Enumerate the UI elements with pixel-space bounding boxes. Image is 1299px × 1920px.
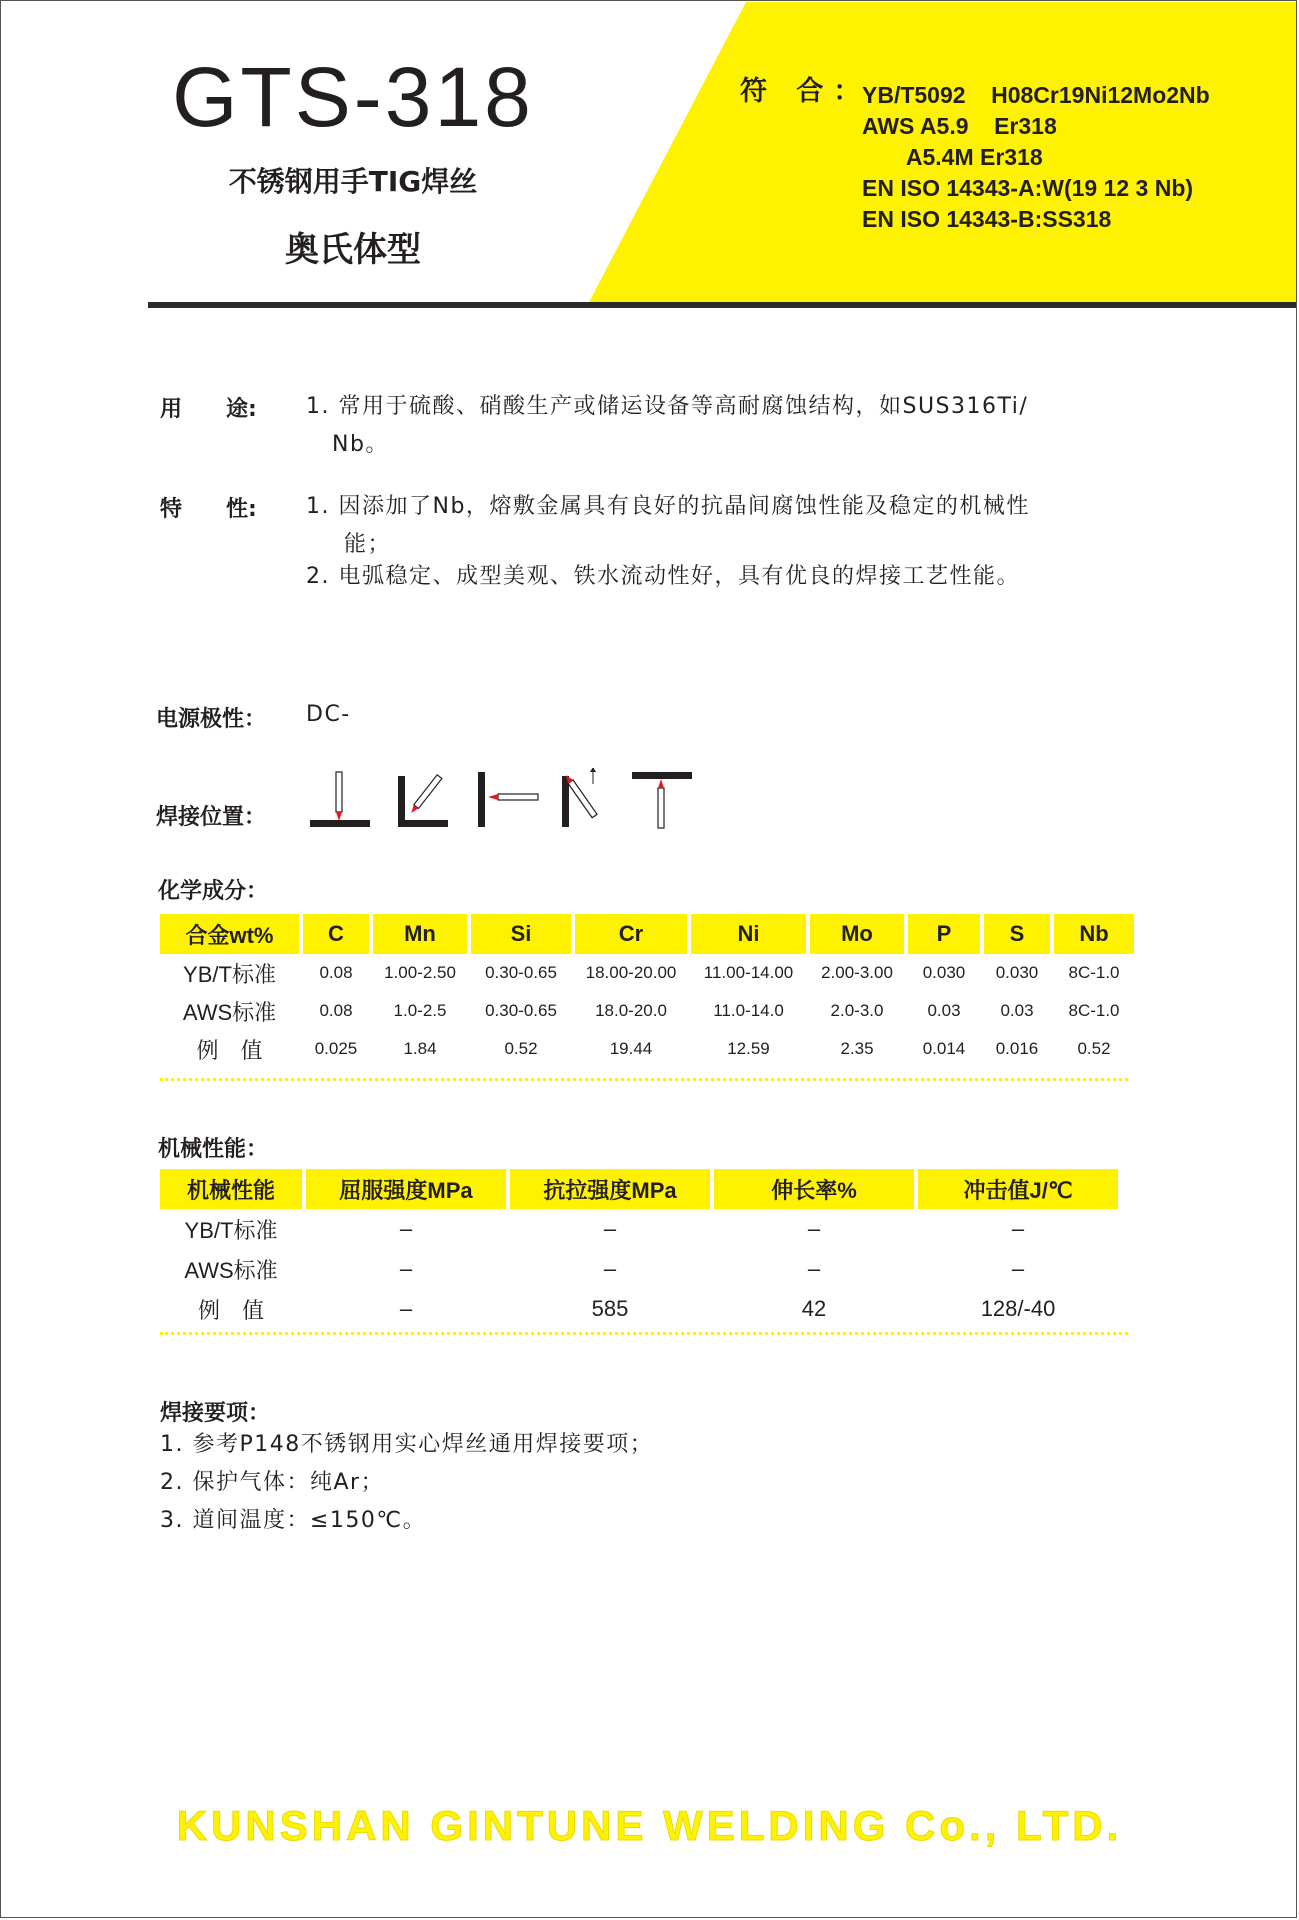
table-cell: 585 — [591, 1296, 629, 1321]
overhead-position-icon — [632, 772, 692, 828]
table-header: 抗拉强度MPa — [510, 1169, 710, 1209]
table-cell: 0.016 — [995, 1039, 1039, 1058]
usage-label: 用 途: — [160, 397, 257, 422]
table-header: 合金wt% — [160, 914, 299, 954]
table-header: Mo — [810, 914, 904, 954]
welding-note: 3. 道间温度：≤150℃。 — [160, 1508, 427, 1533]
mechanical-label: 机械性能： — [158, 1137, 269, 1162]
standard-line: AWS A5.9 Er318 — [862, 113, 1057, 139]
standards-label: 符 合： — [740, 76, 871, 107]
welding-note: 2. 保护气体：纯Ar； — [160, 1470, 385, 1495]
standard-line: EN ISO 14343-A:W(19 12 3 Nb) — [862, 175, 1194, 201]
table-cell: 1.00-2.50 — [384, 963, 456, 982]
table-cell: – — [399, 1256, 413, 1281]
table-header: S — [984, 914, 1050, 954]
standards-list — [862, 80, 1210, 235]
dotted-separator — [160, 1332, 1128, 1335]
welding-position-label: 焊接位置： — [156, 805, 267, 830]
table-row — [160, 954, 1134, 992]
table-cell: – — [399, 1296, 413, 1321]
table-row — [160, 1289, 1118, 1329]
table-header-row — [160, 1169, 1118, 1209]
standard-line: YB/T5092 H08Cr19Ni12Mo2Nb — [862, 82, 1210, 108]
welding-position-icons — [310, 768, 710, 834]
horizontal-position-icon — [478, 772, 538, 827]
table-cell: 18.00-20.00 — [585, 963, 677, 982]
table-row — [160, 1209, 1118, 1249]
table-cell: 0.52 — [504, 1039, 538, 1058]
header-divider — [148, 302, 1296, 308]
chemistry-label: 化学成分： — [158, 879, 269, 904]
welding-note: 1. 参考P148不锈钢用实心焊丝通用焊接要项； — [160, 1432, 654, 1457]
table-cell: 42 — [801, 1296, 827, 1321]
table-cell: 0.030 — [995, 963, 1039, 982]
table-cell: 0.52 — [1077, 1039, 1111, 1058]
table-cell: 0.30-0.65 — [485, 963, 557, 982]
table-cell: AWS标准 — [182, 999, 277, 1025]
vertical-up-icon — [562, 768, 597, 827]
table-header: Cr — [575, 914, 687, 954]
table-cell: YB/T标准 — [184, 1217, 278, 1243]
table-header: 冲击值J/℃ — [918, 1169, 1118, 1209]
chemistry-table — [156, 914, 1138, 1068]
table-header: 伸长率% — [714, 1169, 914, 1209]
table-cell: 8C-1.0 — [1068, 1001, 1120, 1020]
table-cell: AWS标准 — [184, 1257, 278, 1283]
table-cell: 2.00-3.00 — [821, 963, 893, 982]
flat-position-icon — [310, 772, 370, 827]
table-header: 机械性能 — [160, 1169, 302, 1209]
horizontal-fillet-icon — [398, 775, 448, 827]
table-cell: 0.08 — [319, 1001, 353, 1020]
table-cell: 11.0-14.0 — [713, 1001, 784, 1020]
table-header-row — [160, 914, 1134, 954]
table-cell: 1.0-2.5 — [393, 1001, 447, 1020]
mechanical-table — [156, 1169, 1122, 1329]
table-cell: 19.44 — [609, 1039, 653, 1058]
usage-line: 1. 常用于硫酸、硝酸生产或储运设备等高耐腐蚀结构，如SUS316Ti/ — [306, 394, 1029, 419]
table-cell: 例 值 — [197, 1297, 264, 1323]
table-row — [160, 1249, 1118, 1289]
features-line: 能； — [344, 532, 392, 557]
table-header: C — [303, 914, 369, 954]
features-label: 特 性: — [160, 497, 257, 522]
table-cell: 0.08 — [319, 963, 353, 982]
product-type: 奥氏体型 — [285, 230, 421, 270]
polarity-value: DC- — [306, 702, 351, 727]
table-cell: 12.59 — [727, 1039, 770, 1058]
dotted-separator — [160, 1078, 1128, 1081]
model-number: GTS-318 — [172, 50, 534, 144]
table-row — [160, 992, 1134, 1030]
table-header: 屈服强度MPa — [306, 1169, 506, 1209]
table-cell: 0.03 — [1000, 1001, 1034, 1020]
table-cell: 11.00-14.00 — [703, 963, 794, 982]
table-cell: 例 值 — [196, 1037, 263, 1063]
table-cell: – — [1011, 1216, 1025, 1241]
table-cell: 2.0-3.0 — [830, 1001, 884, 1020]
features-line: 1. 因添加了Nb，熔敷金属具有良好的抗晶间腐蚀性能及稳定的机械性 — [306, 494, 1030, 519]
table-cell: 0.014 — [922, 1039, 966, 1058]
table-cell: 2.35 — [840, 1039, 874, 1058]
company-name: KUNSHAN GINTUNE WELDING Co., LTD. — [176, 1802, 1123, 1849]
standard-line: EN ISO 14343-B:SS318 — [862, 206, 1112, 232]
polarity-label: 电源极性： — [156, 707, 267, 732]
table-cell: 1.84 — [403, 1039, 437, 1058]
table-cell: 128/-40 — [980, 1296, 1056, 1321]
table-cell: – — [603, 1256, 617, 1281]
table-cell: YB/T标准 — [183, 961, 276, 987]
standard-line: A5.4M Er318 — [862, 144, 1043, 170]
table-cell: 18.0-20.0 — [595, 1001, 667, 1020]
table-header: P — [908, 914, 980, 954]
table-cell: 8C-1.0 — [1068, 963, 1120, 982]
table-header: Mn — [373, 914, 467, 954]
table-cell: 0.030 — [922, 963, 966, 982]
table-header: Nb — [1054, 914, 1134, 954]
table-row — [160, 1030, 1134, 1068]
table-cell: 0.03 — [927, 1001, 961, 1020]
table-cell: – — [807, 1216, 821, 1241]
table-cell: 0.025 — [314, 1039, 358, 1058]
features-line: 2. 电弧稳定、成型美观、铁水流动性好，具有优良的焊接工艺性能。 — [306, 564, 1020, 589]
welding-notes-label: 焊接要项： — [160, 1401, 271, 1426]
table-header: Ni — [691, 914, 806, 954]
table-header: Si — [471, 914, 571, 954]
product-subtitle: 不锈钢用手TIG焊丝 — [228, 165, 478, 198]
table-cell: – — [807, 1256, 821, 1281]
usage-line: Nb。 — [332, 432, 389, 457]
table-cell: – — [603, 1216, 617, 1241]
table-cell: – — [399, 1216, 413, 1241]
table-cell: – — [1011, 1256, 1025, 1281]
table-cell: 0.30-0.65 — [485, 1001, 557, 1020]
